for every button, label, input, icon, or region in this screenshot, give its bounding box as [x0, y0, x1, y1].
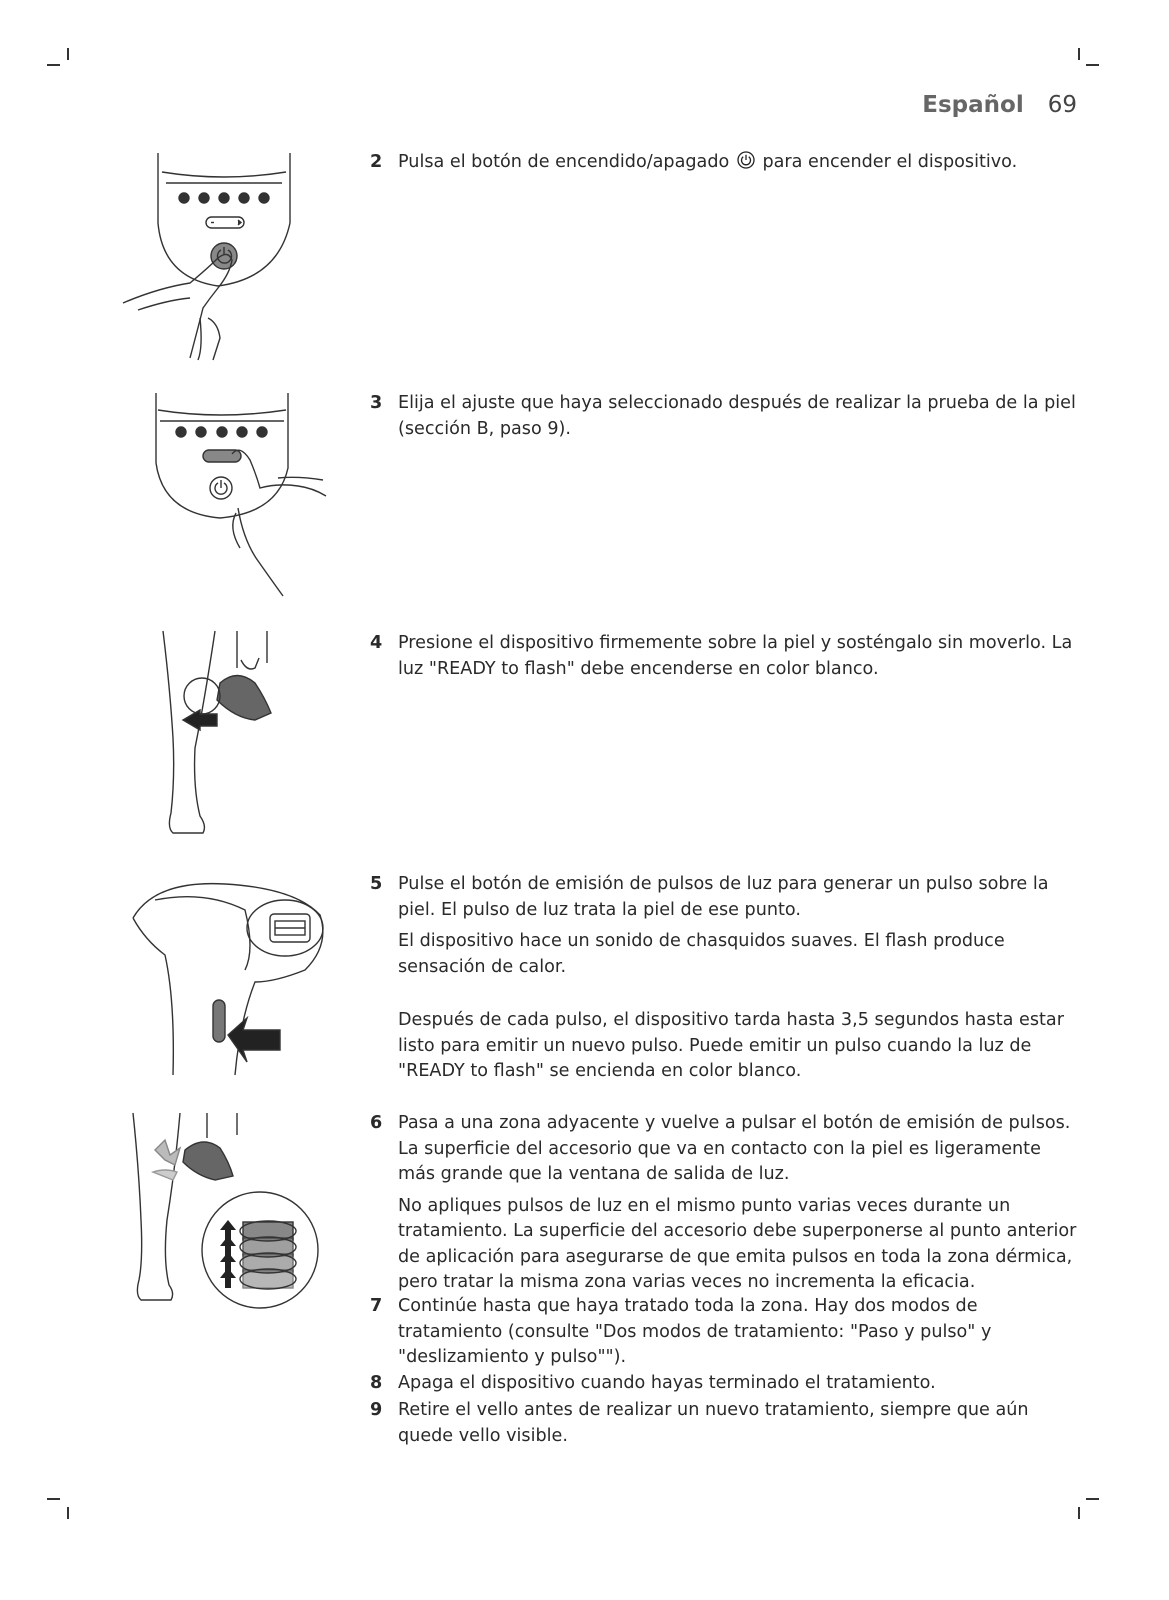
step-5 [370, 872, 1082, 1085]
crop-mark [67, 1507, 69, 1519]
crop-mark [1086, 1498, 1099, 1500]
illustration-power-button [118, 148, 333, 363]
step-4 [370, 631, 1082, 682]
step-text: Pulsa el botón de encendido/apagado para encender el dispositivo. [398, 152, 1018, 172]
step-text: Continúe hasta que haya tratado toda la zona. Hay dos modos de tratamiento (consulte "Dos modos de tratamiento: "Paso y pulso" y "deslizamiento y pulso""). [398, 1296, 992, 1367]
power-icon [737, 151, 755, 169]
level-indicators [176, 427, 267, 437]
svg-text:3: 3 [219, 428, 225, 437]
step-9 [370, 1398, 1082, 1449]
step-2 [370, 150, 1082, 176]
step-text: Apaga el dispositivo cuando hayas terminado el tratamiento. [398, 1373, 936, 1393]
step-number: 4 [370, 633, 383, 653]
step-text: Retire el vello antes de realizar un nuevo tratamiento, siempre que aún quede vello visible. [398, 1400, 1029, 1446]
level-indicators [179, 193, 269, 203]
crop-mark [1078, 1507, 1080, 1519]
crop-mark [67, 48, 69, 60]
svg-text:5: 5 [261, 194, 267, 203]
step-text: Pulse el botón de emisión de pulsos de luz para generar un pulso sobre la piel. El pulso de luz trata la piel de ese punto. [398, 874, 1049, 920]
step-8 [370, 1371, 1082, 1397]
crop-mark [47, 64, 60, 66]
svg-text:3: 3 [221, 194, 227, 203]
step-number: 7 [370, 1296, 383, 1316]
svg-text:5: 5 [259, 428, 265, 437]
svg-text:1: 1 [181, 194, 187, 203]
page-number: 69 [1047, 92, 1077, 118]
svg-text:4: 4 [241, 194, 247, 203]
page-header [922, 92, 1077, 118]
step-note: Después de cada pulso, el dispositivo tarda hasta 3,5 segundos hasta estar listo para emitir un nuevo pulso. Puede emitir un pulso cuando la luz de "READY to flash" se encienda en color blanco. [398, 1010, 1064, 1081]
crop-mark [1086, 64, 1099, 66]
crop-mark [1078, 48, 1080, 60]
step-number: 5 [370, 874, 383, 894]
step-note: No apliques pulsos de luz en el mismo punto varias veces durante un tratamiento. La superficie del accesorio debe superponerse al punto anterior de aplicación para asegurarse de que emita pulsos en toda la zona dérmica, pero tratar la misma zona varias veces no incrementa la eficacia. [398, 1195, 1077, 1292]
step-number: 3 [370, 393, 383, 413]
illustration-press-on-skin [155, 628, 280, 840]
illustration-overlap-pulses [125, 1110, 325, 1340]
step-number: 8 [370, 1373, 383, 1393]
step-note: El dispositivo hace un sonido de chasquidos suaves. El flash produce sensación de calor. [398, 931, 1005, 977]
step-6 [370, 1111, 1082, 1296]
illustration-select-level [148, 388, 333, 600]
section-language: Español [922, 92, 1024, 118]
step-text: Elija el ajuste que haya seleccionado después de realizar la prueba de la piel (sección B, paso 9). [398, 393, 1076, 439]
crop-mark [47, 1498, 60, 1500]
svg-text:1: 1 [178, 428, 184, 437]
step-3 [370, 391, 1082, 442]
step-number: 2 [370, 152, 383, 172]
svg-text:2: 2 [198, 428, 204, 437]
step-number: 6 [370, 1113, 383, 1133]
step-text: Pasa a una zona adyacente y vuelve a pulsar el botón de emisión de pulsos. La superficie del accesorio que va en contacto con la piel es ligeramente más grande que la ventana de salida de luz. [398, 1113, 1071, 1184]
step-number: 9 [370, 1400, 383, 1420]
illustration-flash-button [125, 870, 330, 1080]
svg-text:2: 2 [201, 194, 207, 203]
step-7 [370, 1294, 1082, 1371]
step-text: Presione el dispositivo firmemente sobre la piel y sosténgalo sin moverlo. La luz "READY to flash" debe encenderse en color blanco. [398, 633, 1073, 679]
svg-text:4: 4 [239, 428, 245, 437]
